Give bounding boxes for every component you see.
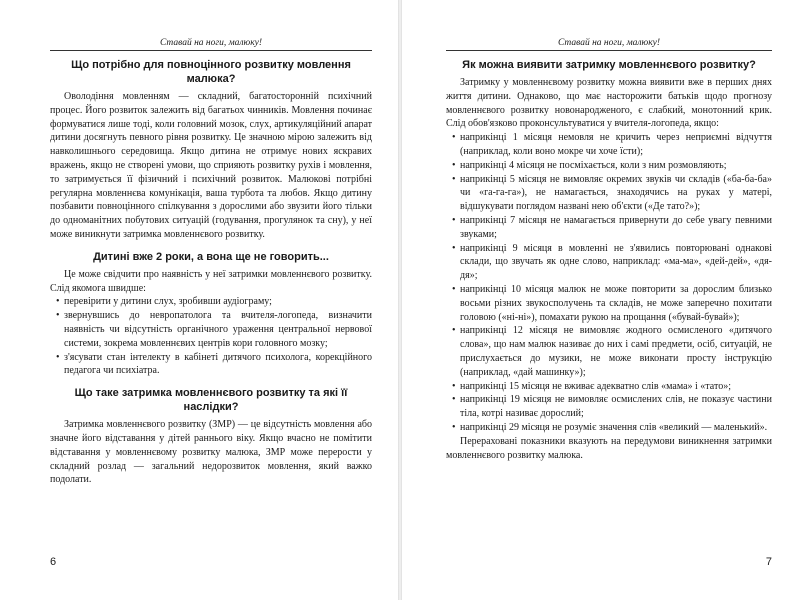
list-item: • звернувшись до невропатолога та вчителя-логопеда, визначити наявність чи відсутність органічного ураження центральної нервової системи, зокрема мовленнєвих центрів кори головного мозку; <box>50 309 372 350</box>
list-item: • наприкінці 29 місяця не розуміє значення слів «великий — маленький». <box>446 421 772 435</box>
paragraph: Перераховані показники вказують на передумови виникнення затримки мовленнєвого розвитку малюка. <box>446 435 772 461</box>
paragraph: Затримка мовленнєвого розвитку (ЗМР) — це відсутність мовлення або значне його відставання у дітей раннього віку. Якщо вчасно не помітити відставання у мовленнєвому розвитку малюка, ЗМР може перерости у складний розлад — загальний недорозвиток мовлення, який важко подолати. <box>50 419 372 486</box>
paragraph: Оволодіння мовленням — складний, багатосторонній психічний процес. Його розвиток залежить від багатьох чинників. Мовлення починає формуватися лише тоді, коли головний мозок, слух, артикуляційний апарат дитини досягнуть певного рівня розвитку. Це значною мірою залежить від навколишнього середовища. Якщо дитина не отримує нових яскравих вражень, якщо не створені умови, що сприяють розвитку рухів і мовлення, то затримується її фізичний і психічний розвиток. Малюкові потрібні регулярна мовленнєва комунікація, ваша турбота та любов. Якщо дитину позбавити повноцінного спілкування з дорослими або звузити його тільки до одноманітних побутових ситуацій (годування, прогулянок та сну), у неї може виникнути затримка мовленнєвого розвитку. <box>50 91 372 240</box>
paragraph: Це може свідчити про наявність у неї затримки мовленнєвого розвитку. Слід якомога швидше: <box>50 268 372 294</box>
bullet-list <box>446 131 772 435</box>
section-heading: Що таке затримка мовленнєвого розвитку та які її наслідки? <box>74 387 348 414</box>
running-header-right: Ставай на ноги, малюку! <box>446 38 772 51</box>
list-item: • наприкінці 5 місяця не вимовляє окремих звуків чи складів («ба-ба-ба» чи «га-га-га»), не намагається, знаходячись на руках у матері, відшукувати поглядом названі нею об'єкти («Де тато?»); <box>446 173 772 214</box>
page-number: 7 <box>765 556 772 568</box>
page-number: 6 <box>50 556 57 568</box>
section-heading: Дитині вже 2 роки, а вона ще не говорить... <box>93 250 329 263</box>
list-item: • перевірити у дитини слух, зробивши аудіограму; <box>50 295 372 309</box>
list-item: • наприкінці 12 місяця не вимовляє жодного осмисленого «дитячого слова», що нам малюк називає до них і самі предмети, осіб, ситуацій, не прислухається до музики, не може виконати просту інструкцію (наприклад, «дай машинку»); <box>446 324 772 379</box>
section-heading: Як можна виявити затримку мовленнєвого розвитку? <box>462 59 756 71</box>
section-heading: Що потрібно для повноцінного розвитку мовлення малюка? <box>71 59 351 85</box>
list-item: • з'ясувати стан інтелекту в кабінеті дитячого психолога, корекційного педагога чи психіатра. <box>50 351 372 379</box>
list-item: • наприкінці 19 місяця не вимовляє осмислених слів, не показує частини тіла, котрі називає дорослий; <box>446 393 772 421</box>
list-item: • наприкінці 9 місяця в мовленні не з'явились повторювані однакові склади, що звучать як одне слово, наприклад: «ма-ма», «дей-дей», «дя-дя»; <box>446 242 772 283</box>
right-page <box>400 0 800 600</box>
running-header-left: Ставай на ноги, малюку! <box>50 38 372 51</box>
bullet-list <box>50 295 372 378</box>
list-item: • наприкінці 10 місяця малюк не може повторити за дорослим близько восьми різних звукосполучень та складів, не може заперечно похитати головою («ні-ні»), помахати рукою на прощання («бувай-бувай»); <box>446 283 772 324</box>
list-item: • наприкінці 7 місяця не намагається привернути до себе увагу певними звуками; <box>446 214 772 242</box>
right-page-content <box>446 58 772 462</box>
paragraph: Затримку у мовленнєвому розвитку можна виявити вже в перших днях життя дитини. Однаково, що має насторожити батьків щодо прогнозу мовленнєвого розвитку новонародженого, є слабкий, монотонний крик. Слід обов'язково проконсультуватися у вчителя-логопеда, якщо: <box>446 77 772 130</box>
list-item: • наприкінці 15 місяця не вживає адекватно слів «мама» і «тато»; <box>446 380 772 394</box>
list-item: • наприкінці 1 місяця немовля не кричить через неприємні відчуття (наприклад, коли воно мокре чи хоче їсти); <box>446 131 772 159</box>
list-item: • наприкінці 4 місяця не посміхається, коли з ним розмовляють; <box>446 159 772 173</box>
left-page-content <box>50 58 372 487</box>
